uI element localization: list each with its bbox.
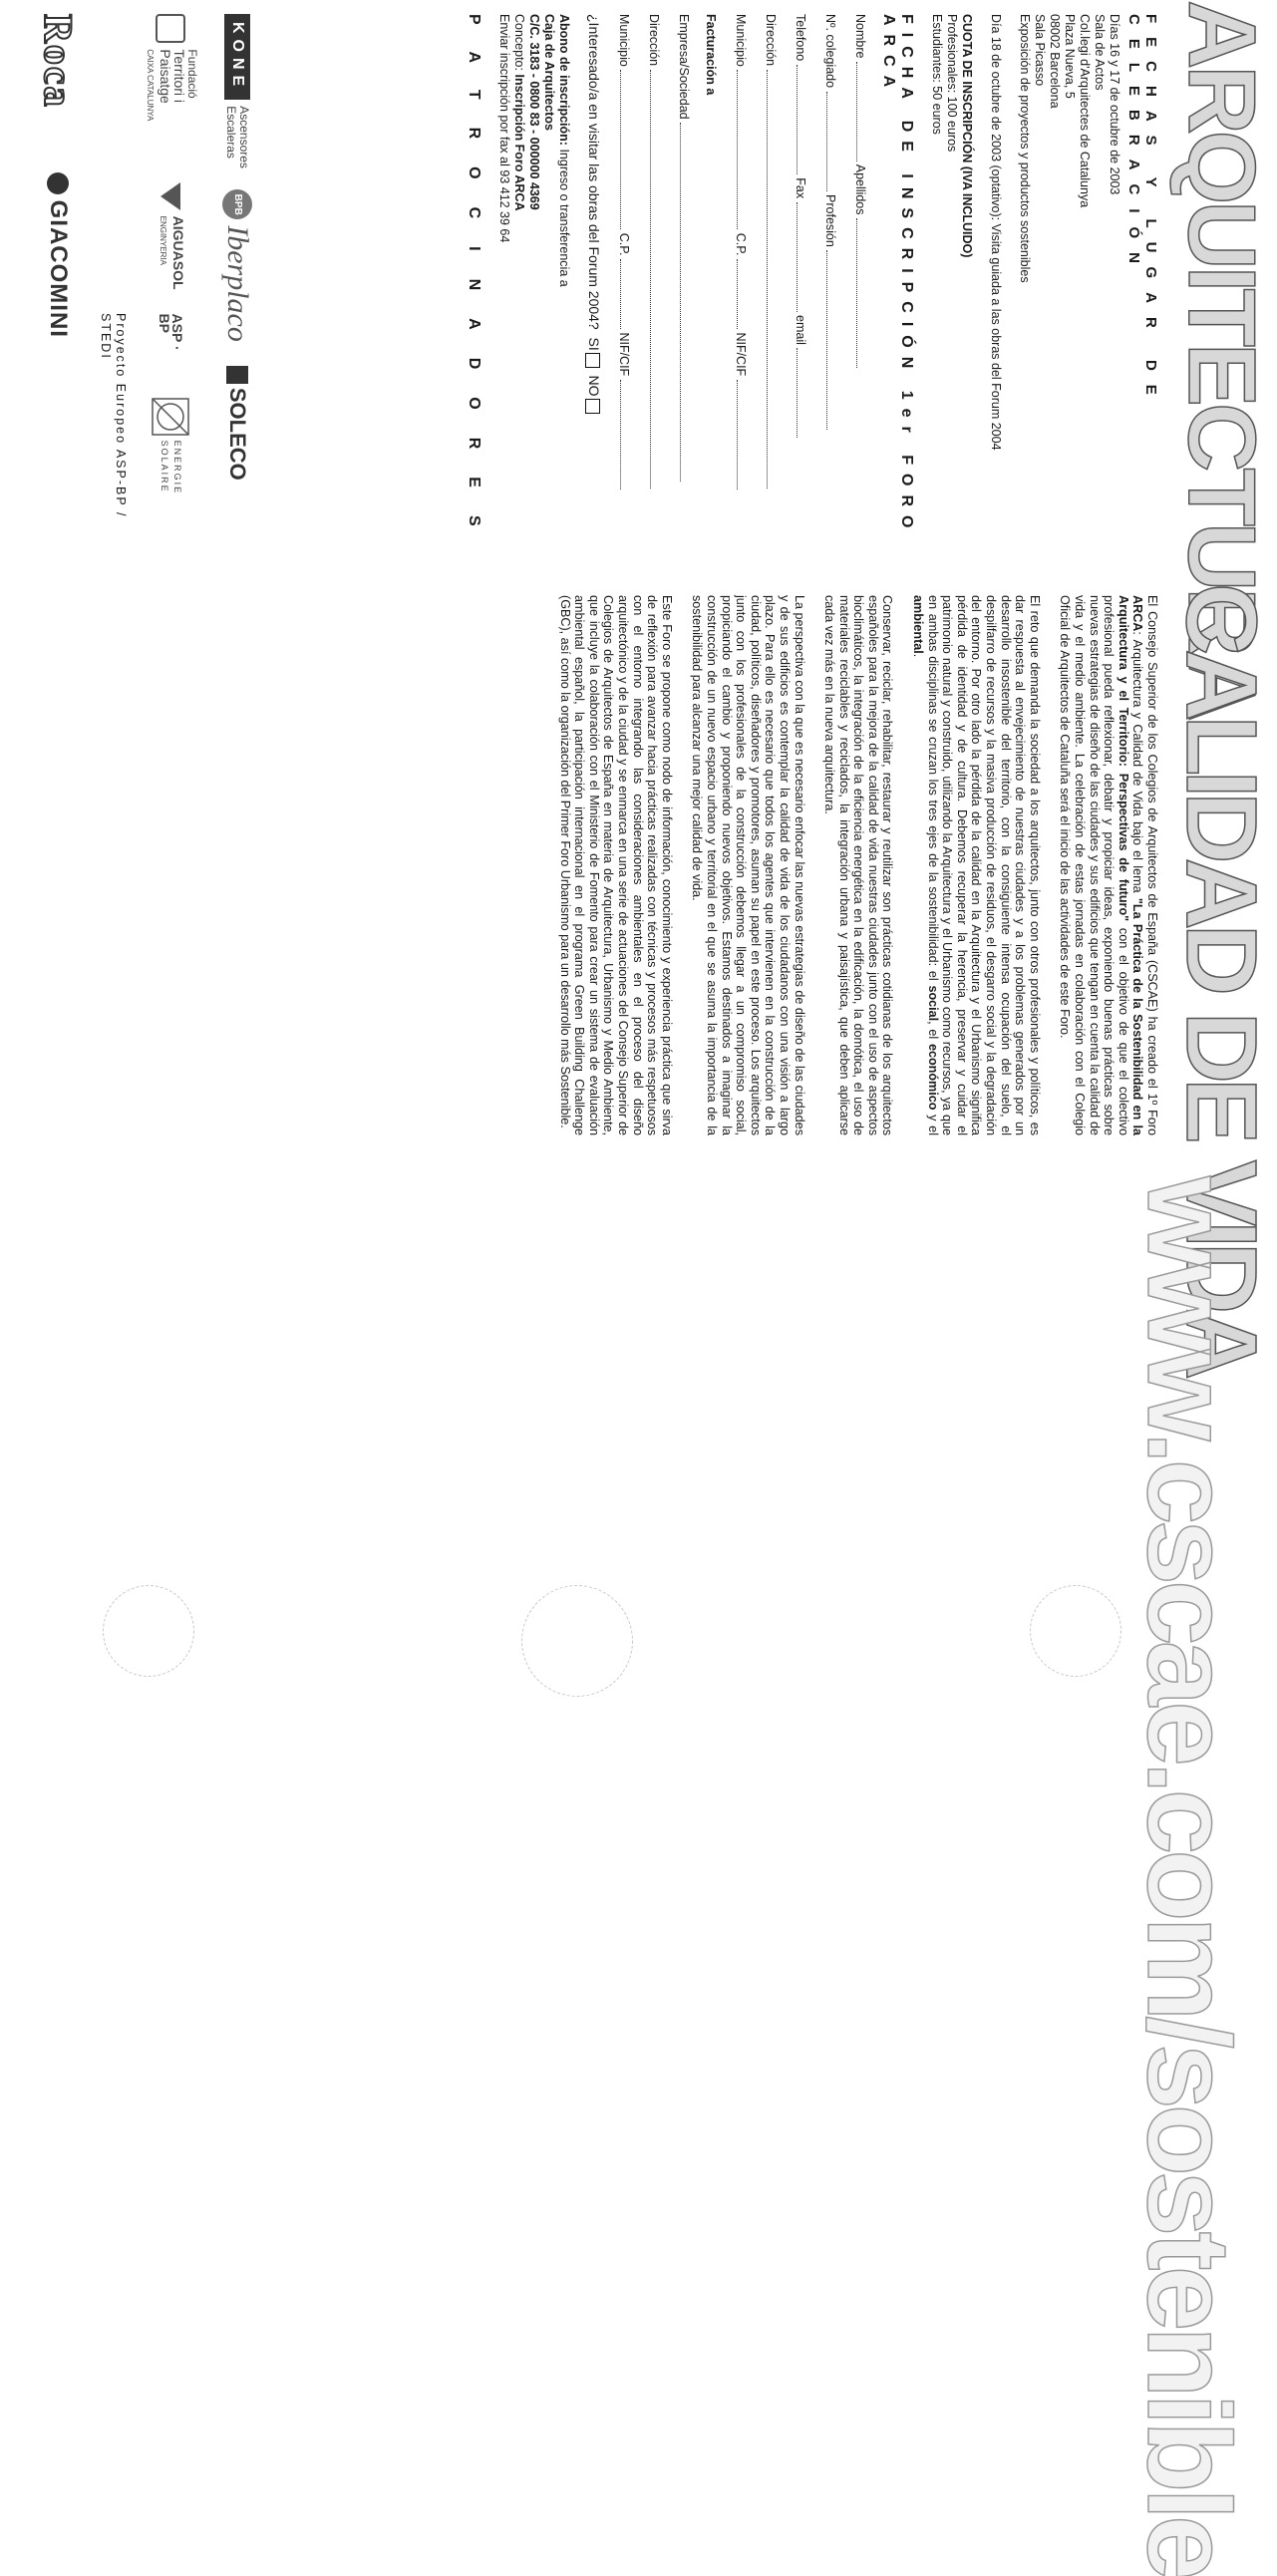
paragraph-part: : Arquitectura y Calidad de Vida bajo el lema [1130, 631, 1145, 898]
cp-label: C.P. [734, 232, 748, 256]
territori-logo [144, 14, 198, 159]
territori-text [144, 49, 198, 158]
no-label: NO [586, 375, 602, 397]
paragraph-part: El reto que demanda la sociedad a los arquitectos, junto con otros profesionales y políticos, es dar respuesta al envejecimiento de nuestras ciudades y a los problemas generados por un desarrollo insostenible del territorio, con la consiguiente intensa ocupación del suelo, el despilfarro de recursos y la masiva producción de residuos, el desgarro social y la degradación del entorno. Por otro lado la pérdida de la calidad en la Arquitectura y el Urbanismo significa pérdida de identidad y de cultura. Debemos recuperar la herencia, preservar y cuidar el patrimonio natural y construido, utilizando la Arquitectura y el Urbanismo como recursos, ya que en ambas disciplinas se cruzan los tres ejes de la sostenibilidad: el [925, 595, 1042, 1135]
fecha-line: Sala Picasso [1033, 14, 1047, 87]
field-municipio-factura[interactable] [616, 14, 631, 548]
sponsor-row [35, 14, 82, 548]
field-telefono[interactable] [793, 14, 807, 548]
abono-label: Abono de inscripción: [557, 14, 572, 146]
territori-icon [157, 14, 186, 43]
telefono-label: Telefono [794, 14, 807, 62]
si-label: SI [586, 337, 602, 351]
energie-text: ENERGIE SOLAIRE [160, 440, 183, 495]
proyecto-europeo-text: Proyecto Europeo ASP-BP / STEDI [99, 313, 128, 518]
fechas-heading: FECHAS Y LUGAR DE CELEBRACIÓN [1125, 14, 1159, 409]
no-checkbox[interactable] [585, 399, 600, 414]
arca-bold: ARCA [1130, 595, 1145, 632]
fecha-line: Días 16 y 17 de octubre de 2003 [1108, 14, 1121, 195]
fax-label: Fax [794, 177, 807, 199]
nifcif-label: NIF/CIF [734, 332, 748, 377]
giacomini-wordmark: GIACOMINI [45, 199, 73, 338]
soleco-icon [226, 366, 248, 384]
energie-logo [152, 397, 191, 548]
field-direccion[interactable] [763, 14, 778, 548]
aiguasol-text [158, 216, 185, 290]
territori-line: Territori i Paisatge [158, 49, 187, 104]
si-checkbox[interactable] [585, 353, 600, 368]
concepto-text: Inscripción Foro ARCA [512, 74, 527, 211]
paragraph [1058, 595, 1159, 1135]
fecha-line: Sala de Actos [1093, 14, 1107, 91]
sponsor-row [144, 14, 198, 548]
seal-stamp [103, 1585, 194, 1677]
concepto-line [511, 14, 526, 548]
soleco-logo [224, 366, 250, 481]
title-calidad-de-vida: CALIDAD DE VIDA [1165, 583, 1277, 1375]
cuota-estudiantes: Estudiantes: 50 euros [930, 14, 944, 135]
paragraph: Conservar, reciclar, rehabilitar, restaurar y reutilizar son prácticas cotidianas de los arquitectos españoles para la mejora de la calidad de vida nuestras ciudades junto con el uso de aspectos bioclimáticos, la integración de la eficiencia energética en la edificación, la domótica, el uso de materiales reciclables y reciclados, la integración urbana y paisajística, que deben aplicarse cada vez más en la nueva arquitectura. [822, 595, 895, 1135]
event-info [461, 14, 1159, 554]
direccion-label: Dirección [647, 14, 661, 67]
paragraph: Este Foro se propone como nodo de información, conocimiento y experiencia práctica que sirva de reflexión para avanzar hacia prácticas realizadas con técnicas y procesos más respetuosos con el entorno integrando las consideraciones ambientales en el proceso del diseño arquitectónico y de la ciudad y se enmarca en una serie de actuaciones del Consejo Superior de Colegios de Arquitectos de España en materia de Arquitectura, Urbanismo y Medio Ambiente, que incluye la colaboración con el Ministerio de Fomento para crear un sistema de evaluación ambiental español, la participación internacional en el programa Green Building Challenge (GBC), así como la organización del Primer Foro Urbanismo para un desarrollo más Sostenible. [557, 595, 674, 1135]
paragraph: La perspectiva con la que es necesario enfocar las nuevas estrategias de diseño de las ciudades y de sus edificios es contemplar la calidad de vida de los ciudadanos con una visión a largo plazo. Para ello es necesario que todos los agentes que intervienen en la construcción de la ciudad, políticos, diseñadores y promotores, asuman su papel en este proceso. Los arquitectos junto con los profesionales de la construcción debemos llegar a un compromiso social, propiciando el cambio y proponiendo nuevos objetivos. Estamos destinados a imaginar la construcción de un nuevo espacio urbano y territorial en el que se asuma la importancia de la sostenibilidad para alcanzar una mejor calidad de vida. [690, 595, 806, 1135]
social-bold: social [925, 985, 940, 1022]
fecha-line: Exposición de proyectos y productos sostenibles [1018, 14, 1032, 283]
body-text [541, 595, 1159, 1135]
giacomini-logo [45, 172, 73, 338]
seal-stamp [521, 1585, 633, 1697]
banner-column [0, 1166, 1271, 2576]
forum-question-text: ¿Interesado/a en visitar las obras del Forum 2004? [586, 14, 602, 330]
paragraph-part: . [911, 653, 926, 658]
paragraph-part: con el objetivo de que el colectivo profesional pueda reflexionar, debatir y propiciar ideas, exponiendo buenas prácticas sobre nuevas estrategias de diseño de las ciudades y sus edificios que tengan en cuenta la calidad de vida y el medio ambiente. La celebración de estas jornadas en colaboración con el Colegio Oficial de Arquitectos de Cataluña será el inicio de las actividades de este Foro. [1058, 595, 1130, 1135]
asp-bp-logo: ASP · BP [157, 313, 186, 351]
giacomini-icon [48, 172, 70, 194]
soleco-wordmark: SOLECO [225, 387, 250, 481]
fecha-line: Plaza Nueva, 5 [1063, 14, 1077, 99]
fecha-line: 08002 Barcelona [1048, 14, 1062, 109]
enviar-text: Enviar inscripción por fax al 93 412 39 64 [497, 14, 512, 243]
field-direccion-factura[interactable] [646, 14, 661, 548]
paragraph-part: y el [925, 1110, 940, 1135]
municipio-label: Municipio [734, 14, 748, 67]
field-colegiado[interactable] [822, 14, 837, 548]
territori-line: CAIXA CATALUNYA [146, 49, 155, 122]
sponsor-logos [5, 14, 254, 548]
empresa-label: Empresa/Sociedad [677, 14, 691, 120]
cuenta-text: C/C. 3183 - 0800 83 - 000000 4369 [527, 14, 542, 210]
cuota-heading: CUOTA DE INSCRIPCIÓN (IVA INCLUIDO) [960, 14, 974, 258]
kone-wordmark: KONE [224, 14, 250, 100]
bpb-badge: BPB [222, 189, 252, 219]
nombre-label: Nombre [853, 14, 867, 59]
seal-stamp [1030, 1585, 1121, 1677]
abono-text: Ingreso o transferencia a [557, 149, 572, 287]
aiguasol-subtitle: ENGINYERIA [159, 215, 168, 265]
apellidos-label: Apellidos [853, 163, 867, 215]
caja-text: Caja de Arquitectos [542, 14, 557, 131]
paragraph-part: El Consejo Superior de los Colegios de Arquitectos de España (CSCAE) ha creado el 1º Foro [1145, 595, 1159, 1135]
website-url: www.cscae.com/sostenible [1122, 1176, 1254, 2576]
field-empresa[interactable] [676, 14, 691, 548]
territori-line: Fundació [185, 49, 199, 99]
paragraph [911, 595, 1042, 1135]
colegiado-label: Nº. colegiado [823, 14, 837, 89]
concepto-label: Concepto: [512, 14, 527, 71]
kone-logo [224, 14, 251, 168]
aiguasol-logo [158, 182, 185, 290]
nifcif-label: NIF/CIF [617, 332, 631, 377]
energie-icon [152, 397, 191, 437]
visita-text: Día 18 de octubre de 2003 (optativo): Visita guiada a las obras del Forum 2004 [989, 14, 1003, 451]
right-column [0, 583, 1277, 1375]
abono-line [556, 14, 571, 548]
sponsor-row [220, 14, 254, 548]
kone-subtitle: Ascensores Escaleras [224, 106, 251, 168]
field-municipio[interactable] [733, 14, 748, 548]
title-arquitectura: ARQUITECTURA [1168, 0, 1275, 718]
economico-bold: económico [925, 1043, 940, 1111]
forum-question [585, 14, 601, 548]
field-nombre[interactable] [852, 14, 867, 548]
bpb-iberplaco-logo [220, 189, 254, 342]
cuota-profesionales: Profesionales: 100 euros [945, 14, 959, 153]
aiguasol-wordmark: AIGUASOL [170, 215, 187, 290]
paragraph-part: , el [925, 1021, 940, 1044]
iberplaco-wordmark: Iberplaco [221, 225, 254, 342]
aiguasol-icon [161, 182, 181, 210]
email-label: email [794, 315, 807, 345]
municipio-label: Municipio [617, 14, 631, 67]
fecha-line: Col.legi d'Arquitectes de Catalunya [1078, 14, 1092, 208]
facturacion-heading: Facturación a [704, 14, 718, 96]
ambiental-bold: ambiental [911, 595, 926, 654]
direccion-label: Dirección [764, 14, 778, 67]
cp-label: C.P. [617, 232, 631, 256]
lema-bold: "La Práctica de la Sostenibilidad en la Arquitectura y el Territorio: Perspectivas de futuro" [1116, 595, 1145, 1136]
profesion-label: Profesión [823, 194, 837, 247]
patrocinadores-heading: PATROCINADORES [466, 14, 483, 554]
roca-logo: Roca [36, 14, 81, 109]
ficha-heading: FICHA DE INSCRIPCIÓN 1er FORO ARCA [880, 14, 915, 537]
